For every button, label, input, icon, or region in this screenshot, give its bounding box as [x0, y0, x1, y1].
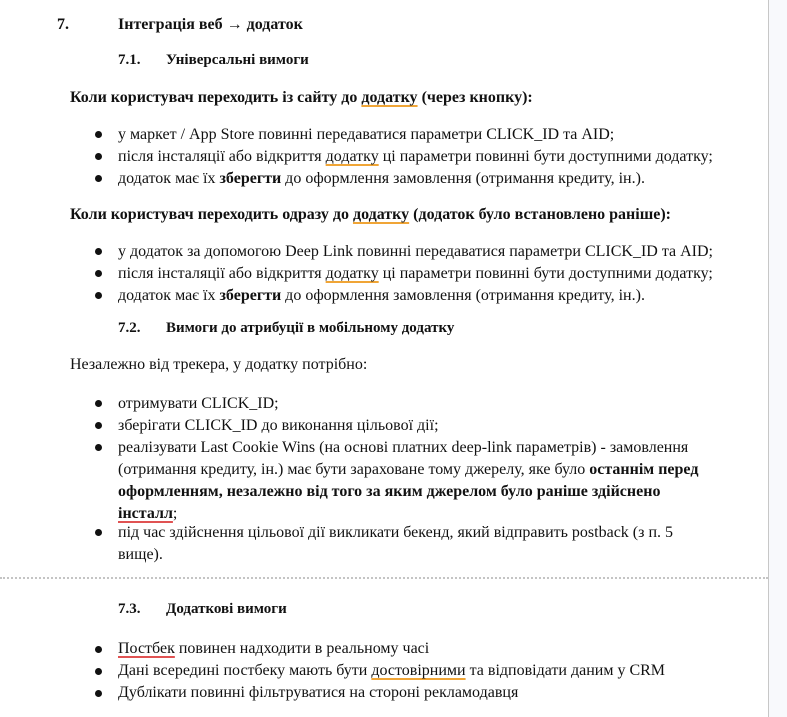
- list-item: [118, 660, 665, 682]
- case-1-heading-text: Коли користувач переходить із сайту до: [70, 89, 362, 106]
- list-item-bold-text: оформленням, незалежно від того за яким джерелом було раніше здійснено: [118, 483, 661, 500]
- list-item-text: ці параметри повинні бути доступними додатку;: [378, 148, 713, 165]
- spelling-flagged-word[interactable]: Постбек: [118, 640, 175, 657]
- list-item: [118, 263, 713, 285]
- case-1-heading: [70, 89, 533, 107]
- section-7-number: 7.: [57, 16, 69, 33]
- list-item-text: після інсталяції або відкриття: [118, 148, 326, 165]
- page-break-divider: [0, 577, 768, 579]
- list-item-continuation: [118, 481, 660, 503]
- list-item: [118, 168, 645, 190]
- bullet-icon: [95, 646, 102, 653]
- section-7-2-number: 7.2.: [118, 320, 141, 336]
- section-7-title: Інтеграція веб → додаток: [118, 16, 303, 33]
- bullet-icon: [95, 131, 102, 138]
- list-item: під час здійснення цільової дії викликати бекенд, який відправить postback (з п. 5: [118, 524, 674, 541]
- list-item-text: додаток має їх: [118, 287, 220, 304]
- case-2-heading: [70, 206, 671, 224]
- bullet-icon: [95, 270, 102, 277]
- list-item-text: (отримання кредиту, ін.) має бути зараховане тому джерелу, яке було: [118, 461, 590, 478]
- case-2-heading-text: Коли користувач переходить одразу до: [70, 206, 353, 223]
- list-item-text: Дані всередині постбеку мають бути: [118, 662, 372, 679]
- section-7-2-intro: Незалежно від трекера, у додатку потрібно:: [70, 356, 368, 373]
- list-item: [118, 285, 645, 307]
- bullet-icon: [95, 400, 102, 407]
- bullet-icon: [95, 153, 102, 160]
- list-item: Дублікати повинні фільтруватися на стороні рекламодавця: [118, 684, 519, 701]
- bullet-icon: [95, 529, 102, 536]
- list-item-text: ці параметри повинні бути доступними додатку;: [378, 265, 713, 282]
- grammar-flagged-word[interactable]: додатку: [352, 206, 410, 223]
- grammar-flagged-word[interactable]: додатку: [325, 148, 379, 165]
- list-item-continuation: [118, 459, 698, 481]
- section-7-2-title: Вимоги до атрибуції в мобільному додатку: [166, 320, 455, 336]
- list-item-text: повинен надходити в реальному часі: [174, 640, 430, 657]
- list-item-continuation: вище).: [118, 546, 163, 563]
- bullet-icon: [95, 444, 102, 451]
- bullet-icon: [95, 248, 102, 255]
- list-item: зберігати CLICK_ID до виконання цільової дії;: [118, 417, 439, 434]
- spelling-flagged-word[interactable]: інсталл: [118, 505, 173, 522]
- grammar-flagged-word[interactable]: додатку: [361, 89, 418, 106]
- bullet-icon: [95, 690, 102, 697]
- list-item: отримувати CLICK_ID;: [118, 395, 279, 412]
- list-item: [118, 638, 429, 660]
- list-item-text: до оформлення замовлення (отримання кредиту, ін.).: [281, 170, 645, 187]
- bullet-icon: [95, 422, 102, 429]
- grammar-flagged-word[interactable]: достовірними: [371, 662, 466, 679]
- list-item-bold-text: останнім перед: [589, 461, 699, 478]
- list-item-text: додаток має їх: [118, 170, 220, 187]
- list-item: реалізувати Last Cookie Wins (на основі платних deep-link параметрів) - замовлення: [118, 439, 689, 456]
- case-2-heading-text-end: (додаток було встановлено раніше):: [409, 206, 671, 223]
- section-7-3-number: 7.3.: [118, 601, 141, 617]
- list-item-text: ;: [172, 505, 178, 522]
- grammar-flagged-word[interactable]: додатку: [325, 265, 379, 282]
- list-item-bold-text: зберегти: [219, 170, 282, 187]
- case-1-heading-text-end: (через кнопку):: [417, 89, 533, 106]
- list-item: у додаток за допомогою Deep Link повинні передаватися параметри CLICK_ID та AID;: [118, 243, 713, 260]
- section-7-1-title: Універсальні вимоги: [166, 52, 309, 68]
- section-7-3-title: Додаткові вимоги: [166, 601, 287, 617]
- list-item-text: після інсталяції або відкриття: [118, 265, 326, 282]
- bullet-icon: [95, 175, 102, 182]
- bullet-icon: [95, 292, 102, 299]
- section-7-1-number: 7.1.: [118, 52, 141, 68]
- list-item-bold-text: зберегти: [219, 287, 282, 304]
- bullet-icon: [95, 668, 102, 675]
- list-item-text: до оформлення замовлення (отримання кредиту, ін.).: [281, 287, 645, 304]
- list-item-text: та відповідати даним у CRM: [465, 662, 666, 679]
- list-item: [118, 146, 713, 168]
- list-item: у маркет / App Store повинні передаватися параметри CLICK_ID та AID;: [118, 126, 615, 143]
